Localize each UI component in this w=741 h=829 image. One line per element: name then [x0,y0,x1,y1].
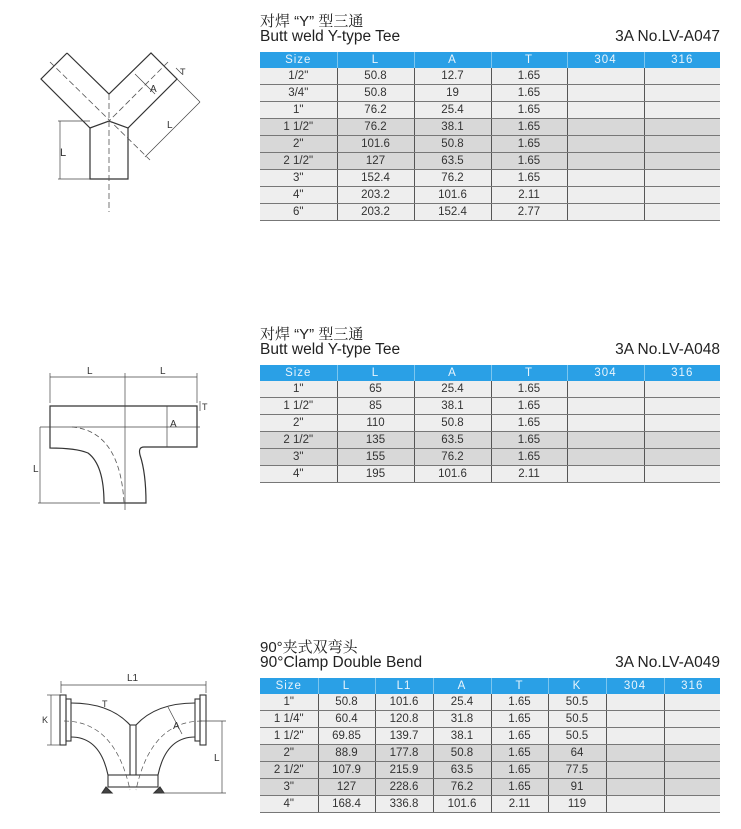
dimension-label-l-vertical: L [33,464,39,475]
cell [567,170,644,187]
cell: 101.6 [433,796,491,813]
cell: 3" [260,779,318,796]
cell: 110 [337,415,414,432]
product-title-en: Butt weld Y-type Tee [260,28,401,45]
cell [606,694,664,711]
cell [567,415,644,432]
dimension-label-t: T [102,699,108,709]
column-header: 304 [567,365,644,381]
cell: 139.7 [375,728,433,745]
cell [567,204,644,221]
cell: 3" [260,449,337,466]
product-title-cn: 对焊 “Y” 型三通 [260,326,364,343]
cell: 38.1 [414,119,491,136]
product-section-a049 [0,630,741,829]
cell: 25.4 [414,102,491,119]
cell: 50.8 [337,85,414,102]
cell: 31.8 [433,711,491,728]
spec-table-a049 [260,678,720,813]
y-tee-drawing [0,20,240,220]
cell: 12.7 [414,68,491,85]
cell: 76.2 [414,170,491,187]
dimension-label-t: T [180,67,186,77]
cell [664,728,720,745]
cell: 2 1/2" [260,432,337,449]
dimension-label-l: L [214,753,220,764]
column-header: A [433,678,491,694]
cell [606,711,664,728]
column-header: K [548,678,606,694]
cell: 1" [260,102,337,119]
cell: 88.9 [318,745,375,762]
table-row [260,187,720,204]
cell: 152.4 [337,170,414,187]
cell [664,745,720,762]
table-row [260,466,720,483]
cell [644,381,720,398]
cell: 65 [337,381,414,398]
cell: 38.1 [433,728,491,745]
cell [567,102,644,119]
cell: 336.8 [375,796,433,813]
cell: 215.9 [375,762,433,779]
cell: 2" [260,136,337,153]
dimension-label-a: A [150,84,157,95]
product-title-en: Butt weld Y-type Tee [260,341,401,358]
cell: 1.65 [491,728,548,745]
table-row [260,449,720,466]
cell: 2.77 [491,204,567,221]
table-row [260,745,720,762]
cell: 1 1/4" [260,711,318,728]
cell: 135 [337,432,414,449]
product-title-cn: 90°夹式双弯头 [260,639,358,656]
cell: 50.8 [414,415,491,432]
cell [606,762,664,779]
cell: 1 1/2" [260,398,337,415]
dimension-label-l-left: L [87,366,93,377]
table-row [260,762,720,779]
cell: 1.65 [491,762,548,779]
cell: 76.2 [337,119,414,136]
table-row [260,694,720,711]
cell: 101.6 [337,136,414,153]
cell: 152.4 [414,204,491,221]
cell: 63.5 [414,153,491,170]
cell: 60.4 [318,711,375,728]
column-header: Size [260,52,337,68]
dimension-label-l1: L1 [127,673,139,684]
table-row [260,711,720,728]
column-header: 316 [664,678,720,694]
column-header: T [491,52,567,68]
cell: 4" [260,796,318,813]
column-header: 304 [567,52,644,68]
column-header: Size [260,365,337,381]
cell [606,745,664,762]
cell: 91 [548,779,606,796]
dimension-label-t: T [202,402,208,412]
cell: 1.65 [491,432,567,449]
cell [567,449,644,466]
cell: 1.65 [491,779,548,796]
cell: 4" [260,466,337,483]
cell [644,466,720,483]
cell: 1.65 [491,119,567,136]
cell: 2 1/2" [260,762,318,779]
cell [567,381,644,398]
cell: 1.65 [491,745,548,762]
cell: 25.4 [414,381,491,398]
cell: 1.65 [491,415,567,432]
cell [664,762,720,779]
cell: 4" [260,187,337,204]
product-code: 3A No.LV-A047 [615,28,720,45]
cell [606,796,664,813]
cell: 203.2 [337,187,414,204]
cell: 1.65 [491,102,567,119]
cell: 1.65 [491,68,567,85]
cell: 2.11 [491,187,567,204]
column-header: T [491,678,548,694]
cell: 76.2 [337,102,414,119]
table-row [260,68,720,85]
swept-tee-drawing [20,355,220,515]
table-row [260,779,720,796]
spec-table-a048 [260,365,720,483]
cell: 1.65 [491,136,567,153]
dimension-label-l-right: L [160,366,166,377]
cell: 50.5 [548,711,606,728]
cell: 1.65 [491,449,567,466]
cell: 2 1/2" [260,153,337,170]
column-header: L [337,52,414,68]
cell [664,796,720,813]
dimension-label-a: A [170,419,177,430]
cell: 119 [548,796,606,813]
cell: 76.2 [433,779,491,796]
cell: 50.8 [318,694,375,711]
cell: 1/2" [260,68,337,85]
table-row [260,170,720,187]
product-section-a048 [0,315,741,515]
cell: 64 [548,745,606,762]
spec-table-a047 [260,52,720,221]
cell [664,711,720,728]
table-row [260,204,720,221]
cell: 1" [260,381,337,398]
cell: 195 [337,466,414,483]
cell: 203.2 [337,204,414,221]
cell: 76.2 [414,449,491,466]
cell: 25.4 [433,694,491,711]
cell [644,102,720,119]
cell: 50.8 [337,68,414,85]
cell [567,432,644,449]
table-row [260,432,720,449]
dimension-label-l2: L [167,120,173,131]
cell [644,415,720,432]
cell: 1" [260,694,318,711]
cell [644,85,720,102]
product-title-cn: 对焊 “Y” 型三通 [260,13,364,30]
cell: 19 [414,85,491,102]
column-header: L1 [375,678,433,694]
cell: 50.8 [433,745,491,762]
cell [606,779,664,796]
cell [567,398,644,415]
cell [567,136,644,153]
cell: 228.6 [375,779,433,796]
cell: 3/4" [260,85,337,102]
cell [644,432,720,449]
cell [567,119,644,136]
cell: 101.6 [414,466,491,483]
table-row [260,119,720,136]
dimension-label-l: L [60,147,67,159]
cell: 50.5 [548,694,606,711]
cell: 1 1/2" [260,119,337,136]
table-row [260,85,720,102]
column-header: Size [260,678,318,694]
product-section-a047 [0,0,741,240]
table-row [260,153,720,170]
column-header: 316 [644,52,720,68]
cell: 50.5 [548,728,606,745]
cell [644,153,720,170]
cell: 177.8 [375,745,433,762]
cell: 38.1 [414,398,491,415]
cell: 107.9 [318,762,375,779]
table-row [260,415,720,432]
cell: 2" [260,745,318,762]
cell [567,153,644,170]
cell [567,68,644,85]
table-row [260,102,720,119]
cell [567,85,644,102]
cell: 1.65 [491,398,567,415]
table-row [260,796,720,813]
cell [664,779,720,796]
clamp-double-bend-drawing [30,665,240,805]
cell [567,187,644,204]
cell [644,449,720,466]
cell: 101.6 [375,694,433,711]
cell [644,136,720,153]
cell: 63.5 [433,762,491,779]
cell [606,728,664,745]
dimension-label-k: K [42,715,49,725]
column-header: L [318,678,375,694]
cell: 69.85 [318,728,375,745]
cell: 101.6 [414,187,491,204]
product-code: 3A No.LV-A049 [615,654,720,671]
cell: 6" [260,204,337,221]
column-header: A [414,365,491,381]
cell: 2.11 [491,466,567,483]
cell: 1.65 [491,85,567,102]
cell: 77.5 [548,762,606,779]
table-row [260,728,720,745]
table-row [260,381,720,398]
column-header: T [491,365,567,381]
cell [644,170,720,187]
column-header: A [414,52,491,68]
cell: 63.5 [414,432,491,449]
cell: 155 [337,449,414,466]
cell: 3" [260,170,337,187]
cell: 1.65 [491,153,567,170]
cell [644,119,720,136]
cell: 1.65 [491,381,567,398]
column-header: 316 [644,365,720,381]
cell: 1.65 [491,694,548,711]
cell: 85 [337,398,414,415]
cell: 1.65 [491,711,548,728]
cell [644,204,720,221]
cell [567,466,644,483]
cell: 168.4 [318,796,375,813]
cell: 120.8 [375,711,433,728]
table-row [260,136,720,153]
cell: 127 [337,153,414,170]
cell [644,68,720,85]
column-header: L [337,365,414,381]
cell: 2" [260,415,337,432]
cell [644,398,720,415]
cell: 2.11 [491,796,548,813]
table-row [260,398,720,415]
dimension-label-a: A [173,721,180,732]
cell: 1.65 [491,170,567,187]
cell: 50.8 [414,136,491,153]
product-title-en: 90°Clamp Double Bend [260,654,423,671]
column-header: 304 [606,678,664,694]
product-code: 3A No.LV-A048 [615,341,720,358]
cell [664,694,720,711]
cell: 127 [318,779,375,796]
cell: 1 1/2" [260,728,318,745]
cell [644,187,720,204]
